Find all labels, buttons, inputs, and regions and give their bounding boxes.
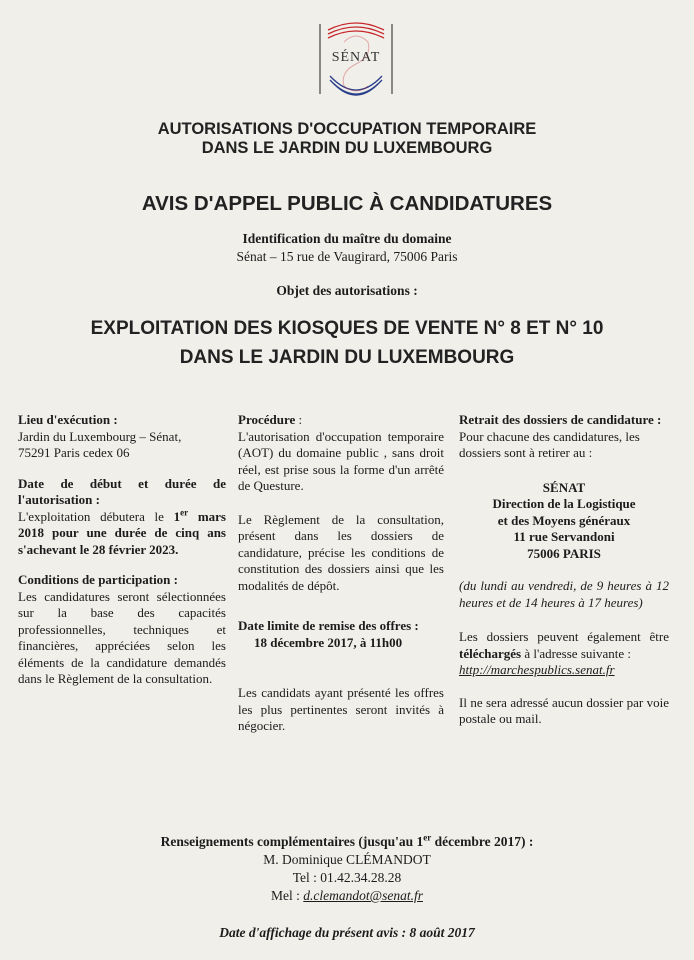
- lieu-title: Lieu d'exécution :: [18, 412, 118, 427]
- opening-hours: (du lundi au vendredi, de 9 heures à 12 heures et de 14 heures à 17 heures): [459, 578, 669, 610]
- conditions-text: Les candidatures seront sélectionnées sur la base des capacités professionnelles, techniques et financières, appréciées selon les éléments de la candidature demandés dans le Règlement de la consultation.: [18, 588, 226, 686]
- retrait-title: Retrait des dossiers de candidature :: [459, 412, 662, 427]
- exploitation-line-1: EXPLOITATION DES KIOSQUES DE VENTE N° 8 ET N° 10: [90, 318, 604, 339]
- procedure-heading: [238, 412, 444, 429]
- contact-mel: [0, 887, 694, 905]
- date-debut-text-a: L'exploitation débutera le: [18, 508, 174, 524]
- renseignements-a: Renseignements complémentaires (jusqu'au 1: [160, 834, 424, 849]
- negocier-text: Les candidats ayant présenté les offres les plus pertinentes seront invités à négocier.: [238, 685, 444, 733]
- objet-title: Objet des autorisations :: [276, 283, 418, 298]
- retrait-text: Pour chacune des candidatures, les dossiers sont à retirer au :: [459, 428, 640, 460]
- left-column: [18, 412, 226, 688]
- reglement-text: Le Règlement de la consultation, présent dans les dossiers de candidature, précise les conditions de constitution des dossiers ainsi que les modalités de dépôt.: [238, 511, 444, 593]
- date-debut-text-c: mars 2018 pour une durée de cinq ans s'achevant le 28 février 2023.: [18, 508, 226, 557]
- renseignements-title: [0, 833, 694, 851]
- identification-address: Sénat – 15 rue de Vaugirard, 75006 Paris: [236, 249, 458, 264]
- exploitation-title: [0, 314, 694, 372]
- address-line-3: et des Moyens généraux: [497, 512, 631, 528]
- renseignements-sup: er: [423, 832, 432, 843]
- date-limite-value: 18 décembre 2017, à 11h00: [254, 634, 403, 650]
- download-text: [459, 629, 669, 662]
- address-line-5: 75006 PARIS: [527, 545, 601, 561]
- lieu-line-1: Jardin du Luxembourg – Sénat,: [18, 428, 182, 444]
- download-bold: téléchargés: [459, 645, 522, 661]
- logo-text: SÉNAT: [331, 50, 381, 65]
- exploitation-line-2: DANS LE JARDIN DU LUXEMBOURG: [179, 347, 515, 368]
- lieu-line-2: 75291 Paris cedex 06: [18, 445, 130, 460]
- address-line-2: Direction de la Logistique: [492, 496, 636, 511]
- download-url-link[interactable]: http://marchespublics.senat.fr: [459, 662, 615, 677]
- email-link[interactable]: d.clemandot@senat.fr: [303, 888, 423, 903]
- procedure-title: Procédure: [238, 412, 296, 427]
- procedure-text: L'autorisation d'occupation temporaire (AOT) du domaine public , sans droit réel, est prise sous la forme d'un arrêté de Questure.: [238, 428, 444, 493]
- date-debut-title: Date de début et durée de l'autorisation :: [18, 475, 226, 507]
- header-line-2: DANS LE JARDIN DU LUXEMBOURG: [201, 139, 493, 157]
- contact-name: M. Dominique CLÉMANDOT: [263, 852, 431, 867]
- date-debut-text: [18, 509, 226, 559]
- avis-title: AVIS D'APPEL PUBLIC À CANDIDATURES: [141, 192, 553, 215]
- date-limite-title: Date limite de remise des offres :: [238, 618, 419, 633]
- procedure-colon: :: [295, 412, 303, 427]
- conditions-title: Conditions de participation :: [18, 572, 178, 587]
- postal-note: Il ne sera adressé aucun dossier par voie postale ou mail.: [459, 694, 669, 726]
- contact-block: [0, 833, 694, 905]
- contact-tel: Tel : 01.42.34.28.28: [292, 870, 402, 885]
- senat-address: [459, 480, 669, 563]
- address-line-1: SÉNAT: [542, 479, 586, 495]
- affichage-date: Date d'affichage du présent avis : 8 août 2017: [219, 925, 475, 940]
- download-text-a: Les dossiers peuvent également être: [459, 629, 669, 644]
- renseignements-b: décembre 2017) :: [431, 834, 534, 849]
- right-column: [459, 412, 669, 728]
- date-debut-day: 1: [173, 508, 181, 524]
- middle-column: [238, 412, 444, 735]
- address-line-4: 11 rue Servandoni: [513, 529, 615, 544]
- download-text-c: à l'adresse suivante :: [521, 645, 632, 661]
- identification-title: Identification du maître du domaine: [242, 231, 452, 246]
- mel-label: Mel :: [271, 888, 304, 903]
- header-title: [0, 120, 694, 158]
- senat-logo: [318, 20, 394, 104]
- header-line-1: AUTORISATIONS D'OCCUPATION TEMPORAIRE: [157, 120, 537, 138]
- date-debut-sup: er: [180, 507, 189, 518]
